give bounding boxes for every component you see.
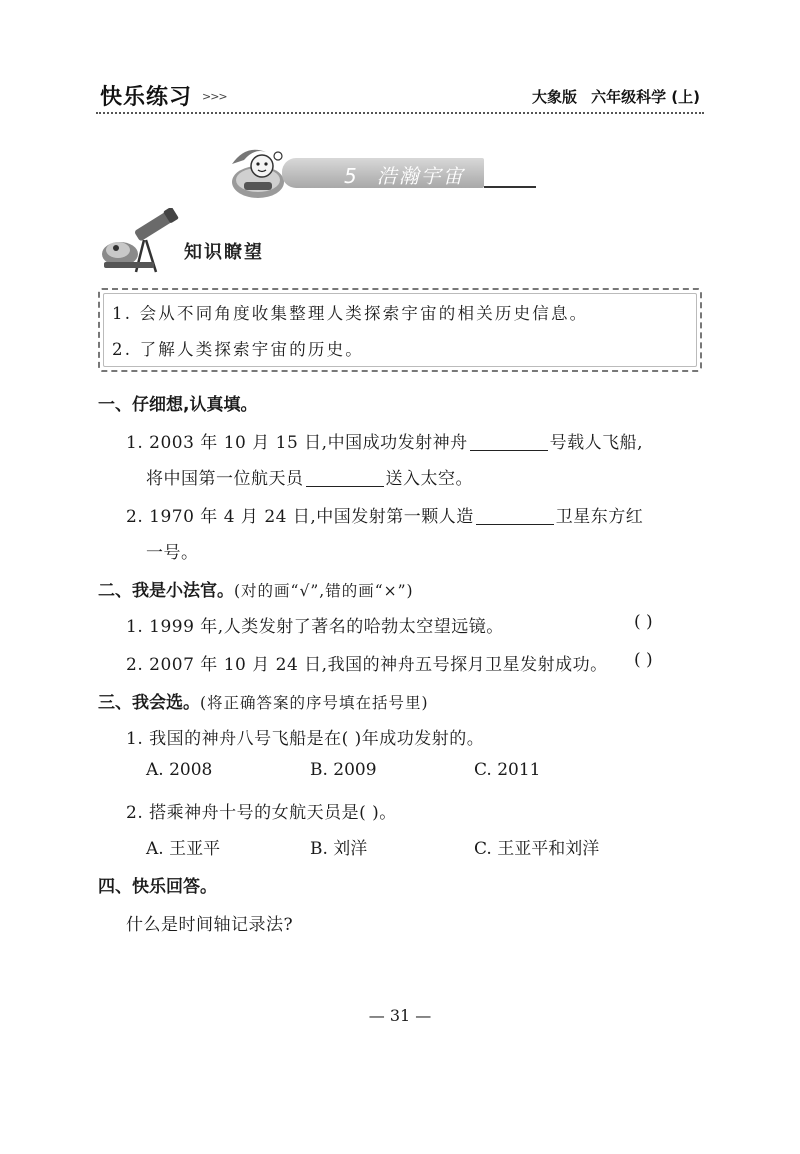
section-4-title: 四、快乐回答。: [98, 877, 217, 897]
page-header: [96, 78, 704, 114]
page-number: — 31 —: [368, 1006, 432, 1025]
option-b[interactable]: B. 2009: [310, 760, 377, 780]
option-c[interactable]: C. 2011: [474, 760, 541, 780]
section-3-note: (将正确答案的序号填在括号里): [200, 694, 429, 712]
chapter-name: 浩瀚宇宙: [376, 164, 465, 188]
header-divider: [96, 112, 704, 114]
chevron-right-icon: >>>: [202, 90, 227, 103]
knowledge-heading: [100, 208, 290, 278]
answer-blank[interactable]: [476, 507, 554, 525]
header-book-info: [532, 86, 700, 107]
answer-paren[interactable]: ( ): [634, 612, 653, 632]
knowledge-label: 知识瞭望: [184, 242, 264, 263]
question-1-2-cont: 一号。: [146, 543, 199, 563]
telescope-icon: [100, 208, 180, 276]
chapter-banner: [226, 142, 566, 204]
question-3-2: 2. 搭乘神舟十号的女航天员是( )。: [126, 803, 397, 823]
question-1-1: 1. 2003 年 10 月 15 日,中国成功发射神舟 号载人飞船,: [126, 433, 643, 453]
answer-blank[interactable]: [470, 433, 548, 451]
objective-item: 1. 会从不同角度收集整理人类探索宇宙的相关历史信息。: [112, 304, 589, 323]
chapter-title: [344, 160, 465, 189]
section-2-title: 二、我是小法官。(对的画“√”,错的画“×”): [98, 581, 414, 601]
chapter-underline: [484, 186, 536, 188]
answer-blank[interactable]: [306, 469, 384, 487]
question-2-2: 2. 2007 年 10 月 24 日,我国的神舟五号探月卫星发射成功。: [126, 655, 608, 675]
answer-paren[interactable]: ( ): [634, 650, 653, 670]
header-edition: 大象版: [532, 88, 578, 106]
chapter-number: 5: [344, 164, 359, 188]
objective-item: 2. 了解人类探索宇宙的历史。: [112, 340, 364, 359]
section-1-title: 一、仔细想,认真填。: [98, 395, 258, 415]
question-1-1-cont: 将中国第一位航天员 送入太空。: [146, 469, 473, 489]
option-b[interactable]: B. 刘洋: [310, 839, 368, 859]
header-title: 快乐练习: [100, 85, 193, 110]
section-3-title: 三、我会选。(将正确答案的序号填在括号里): [98, 693, 429, 713]
option-c[interactable]: C. 王亚平和刘洋: [474, 839, 600, 859]
option-a[interactable]: A. 王亚平: [146, 839, 221, 859]
question-4-1: 什么是时间轴记录法?: [126, 915, 294, 935]
question-1-2: 2. 1970 年 4 月 24 日,中国发射第一颗人造 卫星东方红: [126, 507, 644, 527]
objectives-box: [98, 288, 702, 372]
question-2-1: 1. 1999 年,人类发射了著名的哈勃太空望远镜。: [126, 617, 504, 637]
header-subject: 六年级科学 (上): [591, 88, 700, 106]
question-3-1: 1. 我国的神舟八号飞船是在( )年成功发射的。: [126, 729, 485, 749]
option-a[interactable]: A. 2008: [146, 760, 213, 780]
section-2-note: (对的画“√”,错的画“×”): [234, 582, 414, 600]
